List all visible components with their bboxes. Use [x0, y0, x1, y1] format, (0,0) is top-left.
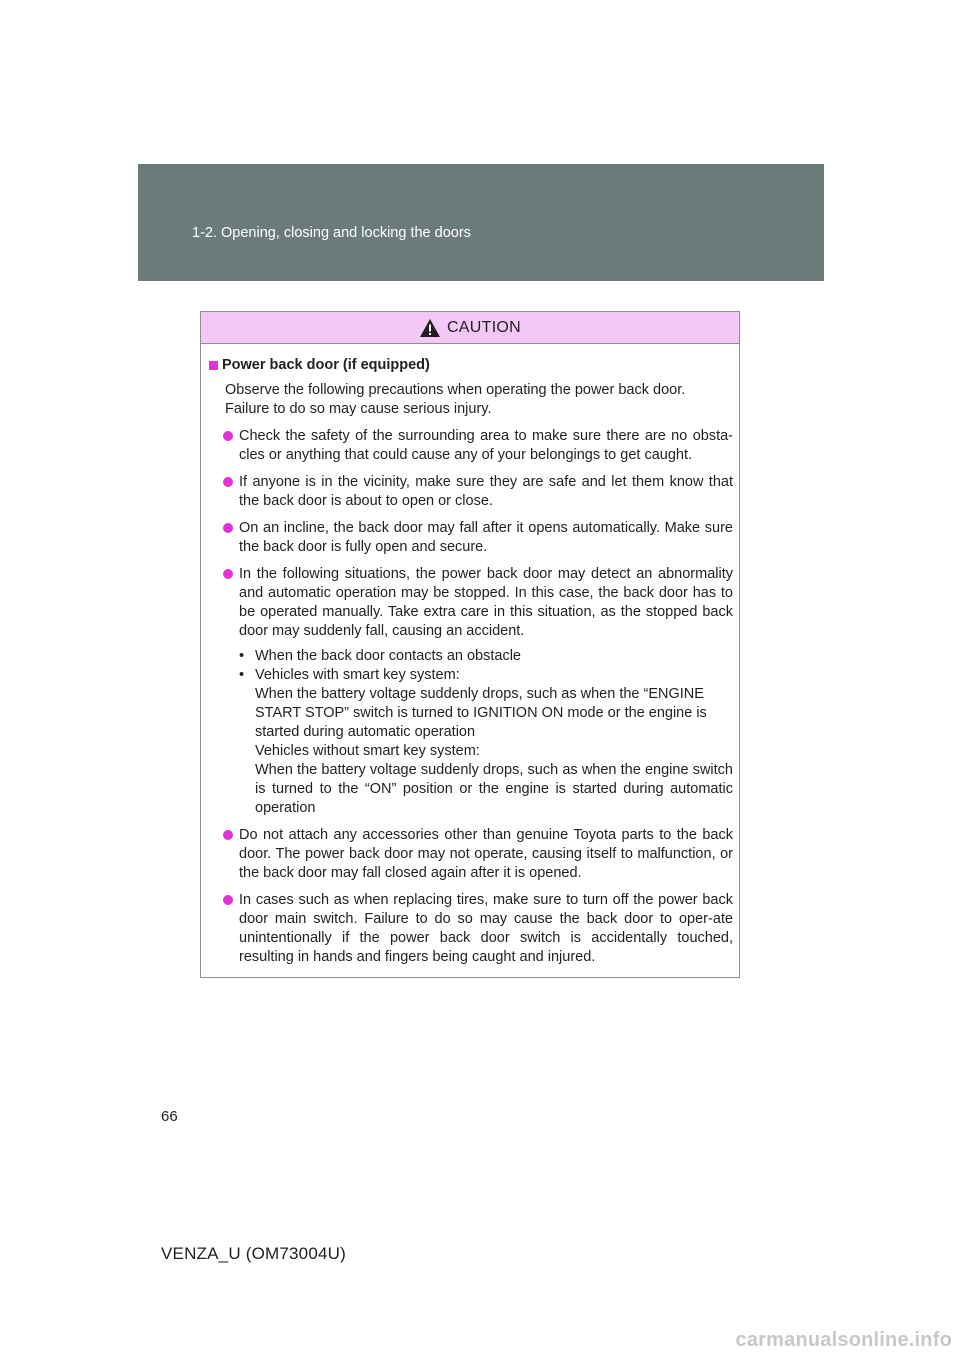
watermark: carmanualsonline.info	[735, 1329, 952, 1351]
caution-item-text: Check the safety of the surrounding area to make sure there are no obsta-cles or anything that could cause any of your belongings to get caught.	[239, 428, 733, 463]
caution-body	[201, 344, 739, 967]
section-title: 1-2. Opening, closing and locking the doors	[192, 225, 471, 241]
warning-triangle-icon	[419, 318, 441, 338]
sub-bullet-icon: •	[239, 667, 245, 683]
caution-item	[209, 565, 733, 818]
chapter-header-band	[138, 164, 824, 281]
caution-item	[209, 519, 733, 557]
caution-item	[209, 473, 733, 511]
caution-subitem-heading: Vehicles with smart key system:	[255, 667, 460, 683]
caution-intro-line: Observe the following precautions when operating the power back door.	[225, 382, 686, 398]
document-code: VENZA_U (OM73004U)	[161, 1244, 346, 1263]
caution-subitem-text: When the back door contacts an obstacle	[255, 648, 521, 664]
caution-item-text: If anyone is in the vicinity, make sure they are safe and let them know that the back door is about to open or close.	[239, 474, 733, 509]
round-bullet-icon	[223, 569, 233, 579]
round-bullet-icon	[223, 895, 233, 905]
caution-item-text: Do not attach any accessories other than genuine Toyota parts to the back door. The power back door may not operate, causing itself to malfunction, or the back door may fall closed again after it is opened.	[239, 827, 733, 881]
caution-item-text: On an incline, the back door may fall after it opens automatically. Make sure the back door is fully open and secure.	[239, 520, 733, 555]
round-bullet-icon	[223, 523, 233, 533]
caution-subitem	[239, 666, 733, 818]
round-bullet-icon	[223, 830, 233, 840]
caution-item	[209, 427, 733, 465]
caution-topic-text: Power back door (if equipped)	[222, 357, 430, 373]
page-number: 66	[161, 1108, 178, 1125]
sub-bullet-icon: •	[239, 648, 245, 664]
caution-header	[201, 312, 739, 344]
round-bullet-icon	[223, 431, 233, 441]
caution-item	[209, 891, 733, 967]
caution-intro	[225, 381, 733, 419]
caution-subitem-heading: Vehicles without smart key system:	[255, 743, 480, 759]
caution-label: CAUTION	[446, 318, 522, 336]
caution-subitem-text: When the battery voltage suddenly drops, such as when the engine switch is turned to the “ON” position or the engine is started during automatic operation	[255, 762, 733, 816]
caution-box	[200, 311, 740, 978]
caution-topic	[209, 356, 733, 375]
caution-sublist	[239, 647, 733, 818]
caution-item-text: In cases such as when replacing tires, make sure to turn off the power back door main switch. Failure to do so may cause the back door to oper-ate unintentionally if the power back door switch is accidentally touched, resulting in hands and fingers being caught and injured.	[239, 892, 733, 965]
caution-subitem	[239, 647, 733, 666]
caution-intro-line: Failure to do so may cause serious injury.	[225, 401, 492, 417]
caution-subitem-text: When the battery voltage suddenly drops, such as when the “ENGINE START STOP” switch is turned to IGNITION ON mode or the engine is started during automatic operation	[255, 686, 707, 740]
square-bullet-icon	[209, 361, 218, 370]
caution-item-text: In the following situations, the power back door may detect an abnormality and automatic operation may be stopped. In this case, the back door has to be operated manually. Take extra care in this situation, as the stopped back door may suddenly fall, causing an accident.	[239, 566, 733, 639]
caution-item	[209, 826, 733, 883]
round-bullet-icon	[223, 477, 233, 487]
